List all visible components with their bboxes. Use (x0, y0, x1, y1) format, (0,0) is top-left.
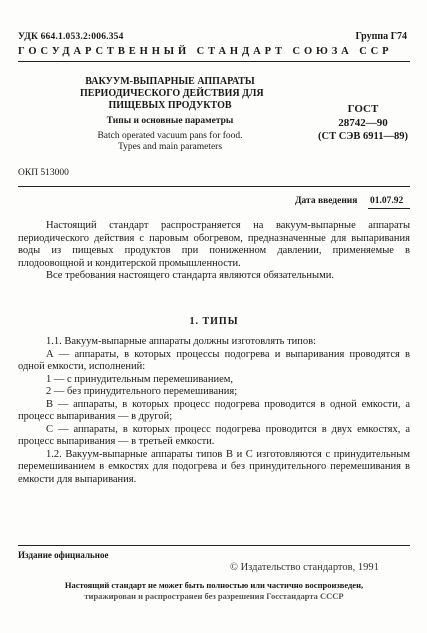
sev-number: (СТ СЭВ 6911—89) (318, 131, 408, 142)
header-rule (18, 61, 410, 62)
gost-number: 28742—90 (338, 117, 388, 129)
footer-rule (18, 545, 410, 546)
section-paragraph: 1 — с принудительным перемешиванием, (46, 373, 234, 385)
title-line: ПИЩЕВЫХ ПРОДУКТОВ (108, 100, 232, 111)
intro-paragraph: Все требования настоящего стандарта являются обязательными. (46, 270, 334, 281)
section-paragraph: С — аппараты, в которых процесс подогрева проводится в двух емкостях, а процесс выпаривания — в третьей емкости. (18, 423, 410, 447)
intro-date-label: Дата введения (295, 196, 358, 206)
intro-text (18, 220, 410, 283)
group-code: Группа Г74 (355, 31, 407, 42)
document-title (80, 76, 264, 112)
notice-line: Настоящий стандарт не может быть полностью или частично воспроизведен, (64, 580, 364, 590)
english-title-line: Types and main parameters (117, 142, 223, 152)
publication-label: Издание официальное (18, 550, 109, 560)
intro-date-value: 01.07.92 (370, 196, 404, 206)
section-paragraph: В — аппараты, в которых процесс подогрева проводится в одной емкости, а процесс выпаривания — в другой; (18, 398, 410, 422)
section-paragraph: 1.1. Вакуум-выпарные аппараты должны изготовлять типов: (46, 336, 317, 347)
title-line: ПЕРИОДИЧЕСКОГО ДЕЙСТВИЯ ДЛЯ (80, 88, 264, 99)
section-paragraph: 2 — без принудительного перемешивания; (46, 386, 238, 397)
okp-rule (18, 186, 410, 187)
udk-code: УДК 664.1.053.2:006.354 (18, 32, 124, 42)
section-paragraph: 1.2. Вакуум-выпарные аппараты типов В и С изготовляются с принудительным перемешиванием в емкостях для подогрева и без принудительного перемешивания в емкости для выпаривания. (18, 448, 410, 485)
section-text (18, 336, 410, 486)
intro-paragraph: Настоящий стандарт распространяется на вакуум-выпарные аппараты периодического действия с паровым обогревом, предназначенные для выпаривания воды из пищевых продуктов при пониженном давлении, применяемые в плодоовощной и кондитерской промышленности. (18, 220, 410, 269)
intro-date-underline (368, 208, 410, 209)
gost-label: ГОСТ (347, 103, 379, 115)
okp-code: ОКП 513000 (18, 168, 69, 178)
gost-block (318, 102, 408, 144)
section-paragraph: А — аппараты, в которых процессы подогрева и выпаривания проводятся в одной емкости, исполнений: (18, 348, 410, 372)
title-line: ВАКУУМ-ВЫПАРНЫЕ АППАРАТЫ (85, 76, 255, 87)
gos-standard-heading: ГОСУДАРСТВЕННЫЙ СТАНДАРТ СОЮЗА ССР (18, 46, 393, 57)
english-title (80, 131, 260, 153)
copyright-notice: © Издательство стандартов, 1991 (230, 562, 379, 573)
section-title: 1. ТИПЫ (189, 316, 239, 327)
reproduction-notice (18, 580, 410, 602)
english-title-line: Batch operated vacuum pans for food. (97, 131, 243, 141)
document-subtitle: Типы и основные параметры (106, 116, 234, 126)
notice-line: тиражирован и распространен без разрешения Госстандарта СССР (84, 591, 344, 601)
